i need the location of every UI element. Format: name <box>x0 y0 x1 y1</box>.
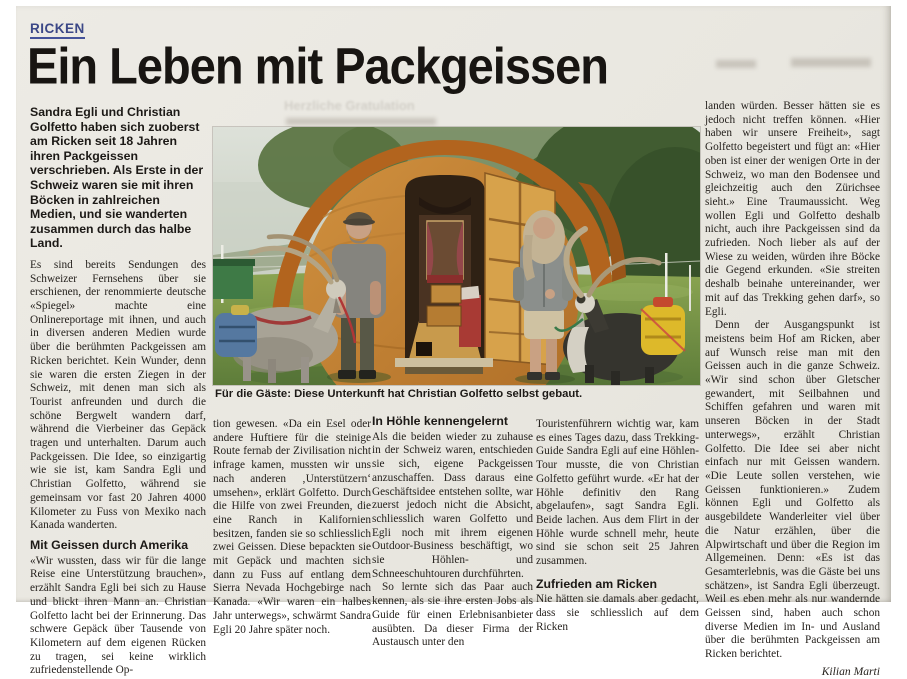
woman-leg <box>546 335 557 375</box>
body-paragraph: Touristenführern wichtig war, kam es eines Tages dazu, dass Trekking-Guide Sandra Egli auf eine Höhlen-Tour musste, die von Christian Golfetto geführt wurde. «Er hat der Höhle definitiv den Rang abgelaufen», sagt Sandra Egli. Beide lachen. Aus dem Flirt in der Höhle wurde schnell mehr, heute sind sie schon seit 25 Jahren zusammen. <box>536 418 699 568</box>
man-arm <box>370 281 381 315</box>
goat-left-pack-top <box>231 305 249 315</box>
body-paragraph: «Wir wussten, dass wir für die lange Reise eine Unterstützung brauchen», erzählt Sandra Egli bei sich zu Hause und blickt ihren Mann an. Christian Golfetto lacht bei der Erinnerung. Das schwere Gepäck über Tausende von Kilometern auf dem eigenen Rücken zu tragen, sei keine wirklich zufriedenstellende Op- <box>30 554 206 677</box>
column-4 <box>536 418 699 635</box>
woman-arm <box>513 267 524 301</box>
column-5 <box>705 100 880 679</box>
body-paragraph: landen würden. Besser hätten sie es jedoch nicht treffen können. «Hier haben wir unsere Freiheit», sagt Golfetto begeistert und fügt an: «Hier oben ist einer der wenigen Orte in der Schweiz, wo man den Bodensee und gleichzeitig auch den Zürichsee sieht.» Eine Traumaussicht. Weg wollen Egli und Golfetto deshalb nicht, auch ihre Packgeissen sind da zufrieden. Noch lieber als auf der Wiese zu weiden, würden ihre Böcke die Gegend erkunden. «Sie streiten deshalb beinahe untereinander, wer mit auf das Trekking gehen darf», so Egli. <box>705 100 880 318</box>
man-boot <box>359 370 376 379</box>
body-paragraph: tion gewesen. «Da ein Esel oder andere Huftiere für die steinige Route fernab der Zivilisation nicht infrage kamen, mussten wir uns nach anderen ‚Unterstützern‘ umsehen», erklärt Golfetto. Durch die Hilfe von zwei Freunden, die eine Ranch in Kalifornien besitzen, fanden sie so schliesslich zwei Geissen. Diese bepackten sie mit Gepäck und machten sich dann zu Fuss auf entlang dem Sierra Nevada Hochgebirge nach Kanada. «Wir waren ein halbes Jahr unterwegs», schwärmt Sandra Egli 20 Jahre später noch. <box>213 418 371 636</box>
woman-leg <box>530 335 541 375</box>
woman-shorts <box>524 307 564 339</box>
body-paragraph: So lernte sich das Paar auch kennen, als sie ihre ersten Jobs als Guide für einen Erlebnisanbieter ausübten. Da dieser Firma der Austausch unter den <box>372 581 533 649</box>
interior-step-box <box>431 285 461 303</box>
subheading-hoehle: In Höhle kennengelernt <box>372 414 508 428</box>
article-photo <box>213 127 700 385</box>
goat-left-pack-bag <box>215 313 257 357</box>
subheading-amerika: Mit Geissen durch Amerika <box>30 538 189 552</box>
author-byline: Kilian Marti <box>821 664 880 678</box>
woman-face <box>533 217 555 239</box>
column-1 <box>30 105 206 678</box>
man-pants <box>341 315 356 373</box>
hut-threshold <box>395 358 493 367</box>
man-pants <box>360 315 374 373</box>
bleed-through-smudge <box>791 58 871 67</box>
woman-shoe <box>545 372 560 380</box>
man-boot <box>338 370 356 379</box>
man-cap-brim <box>343 219 375 226</box>
hut-interior <box>409 197 481 359</box>
newspaper-page <box>16 6 891 678</box>
interior-shoes <box>416 342 432 356</box>
interior-bedding <box>459 295 481 347</box>
column-3 <box>372 415 533 650</box>
lead-paragraph: Sandra Egli und Christian Golfetto haben sich zuoberst am Ricken seit 18 Jahren ihren Packgeissen verschrieben. Als Erste in der Schweiz waren sie mit ihren Böcken in zahlreichen Medien, und sie wanderten zusammen durch das halbe Land. <box>30 105 204 251</box>
subheading-zufrieden: Zufrieden am Ricken <box>536 576 657 591</box>
bleed-through-text: Herzliche Gratulation <box>284 98 415 113</box>
woman-hand <box>545 289 555 299</box>
article-headline: Ein Leben mit Packgeissen <box>27 37 608 95</box>
hut-base <box>405 367 483 374</box>
interior-bed-red <box>427 275 463 283</box>
body-paragraph: Nie hätten sie damals aber gedacht, dass sie schliesslich auf dem Ricken <box>536 593 699 633</box>
interior-step-box <box>427 306 461 326</box>
section-kicker: RICKEN <box>30 21 85 39</box>
column-2 <box>213 418 371 637</box>
bleed-through-smudge <box>286 118 436 125</box>
body-paragraph: Es sind bereits Sendungen des Schweizer Fernsehens über sie erschienen, der renommierte deutsche «Spiegel» machte eine Onlinereportage mit ihnen, und auch in diversen anderen Medien wurde über die berühmten Packgeissen am Ricken berichtet. Kein Wunder, denn sie waren die ersten Ziegen in der Schweiz, mit denen man sich als Tourist anfreunden und durch die schöne Bergwelt wandern darf, während die Vierbeiner das Gepäck tragen und unterhalten. Darum auch Packgeissen. Die Idee, so einzigartig wie sie ist, kam Sandra Egli und Christian Golfetto, während sie gemeinsam vor fast 20 Jahren 4000 Kilometer zu Fuss von Mexiko nach Kanada wanderten. <box>30 258 206 532</box>
photo-green-shed <box>213 259 255 299</box>
woman-shoe <box>527 372 542 380</box>
body-paragraph: Denn der Ausgangspunkt ist meistens beim Hof am Ricken, aber auf Wunsch reise man mit den Geissen auch in die ganze Schweiz. «Wir sind schon über Gletscher gewandert, mit Seilbahnen und Schiffen gefahren und waren mit unseren Böcken in der Stadt unterwegs», erzählt Christian Golfetto. Die Idee sei aber nicht einfach nur mit Geissen wandern. «Die Leute sollen verstehen, wie Geissen funktionieren.» Zudem können Egli und Golfetto als ausgebildete Wanderleiter viel über die Natur erzählen, über die Alpwirtschaft und über die Region im Allgemeinen. Denn: «Es ist das Gesamterlebnis, was die Gäste bei uns schätzen», ist Sandra Egli überzeugt. Weil es eben mehr als nur wandernde Geissen sind, haben auch schon diverse Medien im In- und Ausland über die berühmten Packgeissen am Ricken berichtet. <box>705 319 880 661</box>
body-paragraph: Als die beiden wieder zu zuhause in der Schweiz waren, entschieden sie sich, eigene Packgeissen anzuschaffen. Dass daraus eine Geschäftsidee entstehen sollte, war zuerst jedoch nicht die Absicht, schliesslich waren Golfetto und Egli noch mit ihrem eigenen Outdoor-Business beschäftigt, wo sie Höhlen- und Schneeschuhtouren durchführten. <box>372 430 533 580</box>
goat-right-pack-top <box>653 297 673 307</box>
photo-caption: Für die Gäste: Diese Unterkunft hat Christian Golfetto selbst gebaut. <box>215 388 583 400</box>
